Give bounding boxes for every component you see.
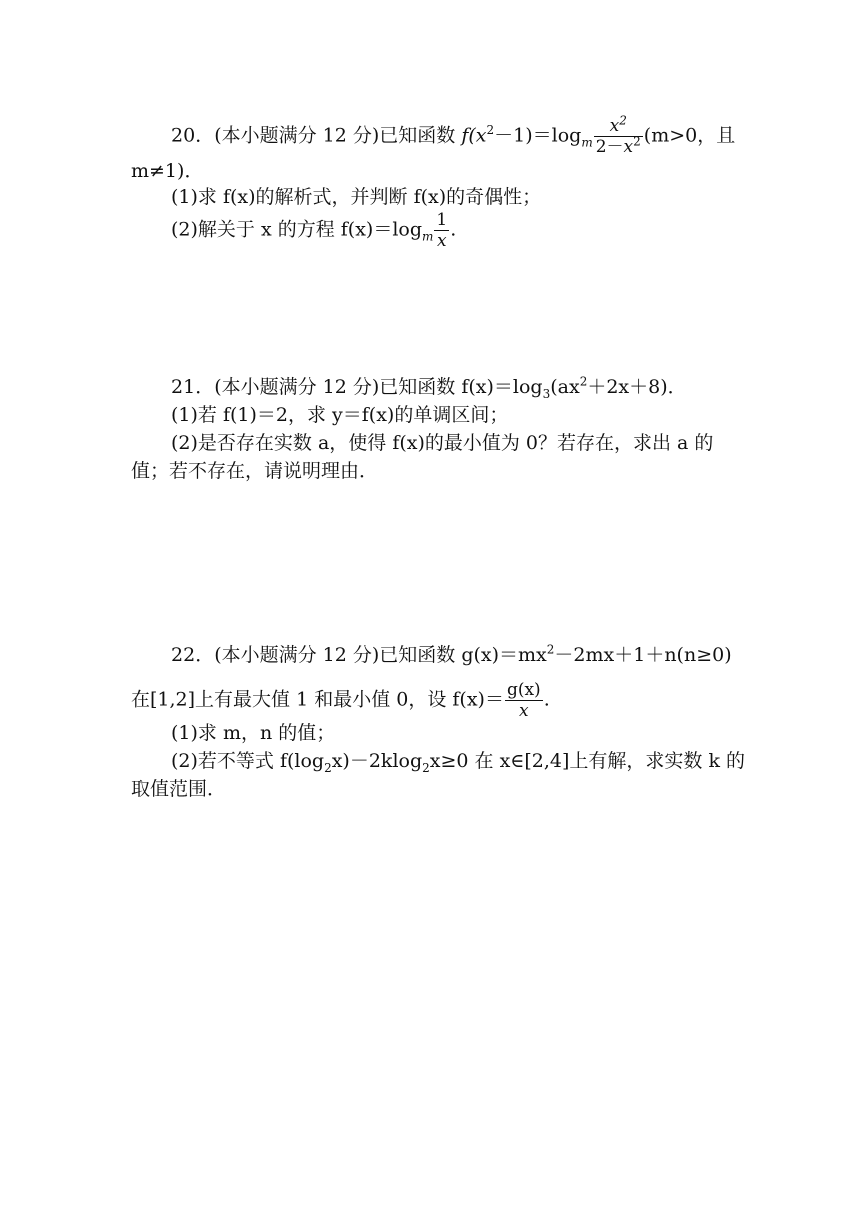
problem-intro: ．(本小题满分 12 分)已知函数 bbox=[195, 376, 456, 398]
problem-20-statement bbox=[171, 113, 736, 157]
function-lhs: f(x)＝log bbox=[461, 376, 543, 398]
function-eq: －1)＝log bbox=[494, 124, 582, 147]
fraction-numerator: 1 bbox=[436, 210, 448, 230]
function-body: (ax bbox=[550, 376, 580, 398]
problem-intro: ．(本小题满分 12 分)已知函数 bbox=[195, 644, 456, 666]
fraction-denominator: x bbox=[505, 700, 543, 721]
log-base: 3 bbox=[542, 386, 551, 401]
problem-21-part2-line2: 值；若不存在，请说明理由． bbox=[131, 460, 379, 482]
fraction bbox=[434, 210, 449, 251]
numerator-exponent: 2 bbox=[619, 113, 627, 128]
fraction bbox=[594, 113, 643, 157]
condition-start: (m>0，且 bbox=[643, 124, 736, 147]
fraction-denominator bbox=[594, 136, 643, 157]
log-base: m bbox=[581, 135, 593, 150]
function-lhs: g(x)＝mx bbox=[461, 644, 547, 666]
log-base: m bbox=[422, 229, 434, 244]
denominator-prefix: 2－ bbox=[595, 137, 624, 157]
function-end: ＋2x＋8)． bbox=[587, 376, 687, 398]
denominator-base: x bbox=[623, 137, 634, 157]
part2-text-a: (2)若不等式 f(log bbox=[171, 750, 325, 772]
problem-22-part2-line2: 取值范围． bbox=[131, 778, 227, 800]
problem-21-header bbox=[171, 374, 687, 400]
log-base: 2 bbox=[324, 760, 332, 775]
problem-20-part1: (1)求 f(x)的解析式，并判断 f(x)的奇偶性； bbox=[171, 186, 542, 208]
log-base: 2 bbox=[422, 760, 430, 775]
period: . bbox=[543, 688, 550, 711]
problem-intro: ．(本小题满分 12 分)已知函数 bbox=[195, 124, 456, 147]
fraction-numerator: g(x) bbox=[506, 680, 541, 700]
problem-22-part2-line1 bbox=[171, 748, 745, 774]
fraction-denominator: x bbox=[434, 230, 449, 251]
part2-text-c: x≥0 在 x∈[2,4]上有解，求实数 k 的 bbox=[429, 750, 745, 772]
problem-22-header bbox=[171, 642, 732, 668]
function-end: －2mx＋1＋n(n≥0) bbox=[554, 644, 732, 666]
period: . bbox=[450, 218, 457, 241]
fraction-numerator bbox=[594, 113, 643, 136]
part2-text-b: x)－2klog bbox=[331, 750, 423, 772]
problem-20-cond-end: m≠1)． bbox=[131, 160, 204, 182]
problem-20-header bbox=[171, 113, 736, 157]
exponent: 2 bbox=[546, 642, 555, 657]
denominator-exponent: 2 bbox=[633, 134, 641, 149]
problem-number: 20 bbox=[171, 124, 196, 147]
problem-22-part1: (1)求 m，n 的值； bbox=[171, 722, 336, 744]
problem-number: 22 bbox=[171, 644, 196, 666]
part2-text: (2)解关于 x 的方程 f(x)＝log bbox=[171, 218, 422, 241]
function-lhs: f(x bbox=[461, 124, 487, 147]
numerator-base: x bbox=[609, 116, 620, 136]
line2-text: 在[1,2]上有最大值 1 和最小值 0，设 f(x)＝ bbox=[131, 688, 504, 711]
exponent: 2 bbox=[579, 374, 588, 389]
problem-22-line2 bbox=[131, 680, 550, 721]
problem-20-part2 bbox=[171, 210, 456, 251]
exponent: 2 bbox=[486, 123, 495, 138]
problem-21-part2-line1: (2)是否存在实数 a，使得 f(x)的最小值为 0？若存在，求出 a 的 bbox=[171, 432, 714, 454]
problem-21-part1: (1)若 f(1)＝2，求 y＝f(x)的单调区间； bbox=[171, 404, 509, 426]
problem-number: 21 bbox=[171, 376, 196, 398]
fraction bbox=[505, 680, 543, 721]
